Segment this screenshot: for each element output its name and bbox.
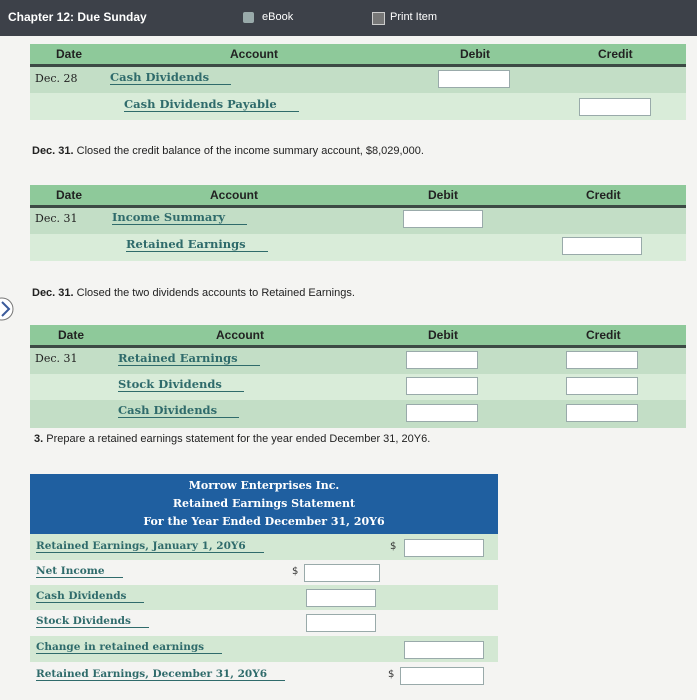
line-label[interactable]: Net Income: [36, 565, 123, 578]
ebook-link[interactable]: eBook: [262, 11, 294, 23]
statement-title: Retained Earnings Statement: [172, 497, 356, 510]
table-row: [30, 348, 686, 374]
instruction-date: Dec. 31.: [32, 287, 74, 299]
table-row: [30, 234, 686, 261]
credit-account[interactable]: Cash Dividends Payable: [124, 97, 299, 112]
line-label[interactable]: Stock Dividends: [36, 615, 149, 628]
entry-date: Dec. 31: [35, 212, 78, 225]
amount-input[interactable]: [306, 614, 376, 632]
print-item-link[interactable]: Print Item: [390, 11, 438, 23]
statement-line: [30, 636, 498, 662]
retained-earnings-statement: [30, 474, 498, 694]
table-header: [30, 44, 686, 67]
credit-header: Credit: [598, 47, 633, 61]
entry-date: Dec. 28: [35, 72, 78, 85]
ebook-icon[interactable]: [243, 12, 254, 23]
credit-input[interactable]: [579, 98, 651, 116]
table-header: [30, 325, 686, 348]
journal-table-1: [30, 44, 686, 120]
amount-input[interactable]: [404, 641, 484, 659]
table-row: [30, 374, 686, 400]
statement-line: [30, 585, 498, 610]
account-header: Account: [230, 47, 278, 61]
debit-input[interactable]: [403, 210, 483, 228]
amount-input[interactable]: [404, 539, 484, 557]
instruction-1: [32, 145, 424, 157]
credit-header: Credit: [586, 328, 621, 342]
instruction-text: Closed the two dividends accounts to Retained Earnings.: [76, 287, 355, 299]
debit-header: Debit: [460, 47, 490, 61]
statement-header: [30, 474, 498, 534]
journal-table-3: [30, 325, 686, 428]
dollar-sign: $: [390, 541, 397, 552]
credit-input[interactable]: [566, 404, 638, 422]
debit-input[interactable]: [438, 70, 510, 88]
line-label[interactable]: Change in retained earnings: [36, 641, 222, 654]
debit-account[interactable]: Income Summary: [112, 210, 247, 225]
entry-date: Dec. 31: [35, 352, 78, 365]
date-header: Date: [56, 188, 83, 202]
debit-account[interactable]: Cash Dividends: [110, 70, 231, 85]
statement-line: [30, 662, 498, 690]
account-line[interactable]: Cash Dividends: [118, 403, 239, 418]
table-row: [30, 67, 686, 93]
chevron-right-icon[interactable]: [0, 296, 18, 322]
dollar-sign: $: [292, 566, 299, 577]
debit-header: Debit: [428, 188, 458, 202]
debit-input[interactable]: [406, 377, 478, 395]
top-bar: [0, 0, 697, 36]
instruction-number: 3.: [34, 433, 44, 445]
line-label[interactable]: Cash Dividends: [36, 590, 144, 603]
credit-input[interactable]: [562, 237, 642, 255]
table-row: [30, 400, 686, 428]
statement-period: For the Year Ended December 31, 20Y6: [143, 515, 385, 528]
journal-table-2: [30, 185, 686, 261]
account-line[interactable]: Stock Dividends: [118, 377, 244, 392]
instruction-text: Prepare a retained earnings statement for the year ended December 31, 20Y6.: [46, 433, 431, 445]
amount-input[interactable]: [400, 667, 484, 685]
date-header: Date: [56, 47, 83, 61]
credit-input[interactable]: [566, 351, 638, 369]
line-label[interactable]: Retained Earnings, January 1, 20Y6: [36, 540, 264, 553]
account-header: Account: [210, 188, 258, 202]
statement-line: [30, 560, 498, 585]
chapter-title: Chapter 12: Due Sunday: [8, 10, 147, 24]
date-header: Date: [58, 328, 85, 342]
amount-input[interactable]: [304, 564, 380, 582]
debit-input[interactable]: [406, 351, 478, 369]
credit-input[interactable]: [566, 377, 638, 395]
account-header: Account: [216, 328, 264, 342]
table-row: [30, 208, 686, 234]
account-line[interactable]: Retained Earnings: [118, 351, 260, 366]
credit-account[interactable]: Retained Earnings: [126, 237, 268, 252]
statement-line: [30, 610, 498, 636]
instruction-2: [32, 287, 355, 299]
table-header: [30, 185, 686, 208]
credit-header: Credit: [586, 188, 621, 202]
debit-header: Debit: [428, 328, 458, 342]
print-icon[interactable]: [372, 12, 385, 25]
amount-input[interactable]: [306, 589, 376, 607]
debit-input[interactable]: [406, 404, 478, 422]
statement-line: [30, 534, 498, 560]
company-name: Morrow Enterprises Inc.: [188, 479, 340, 492]
line-label[interactable]: Retained Earnings, December 31, 20Y6: [36, 668, 285, 681]
instruction-3: [34, 433, 430, 445]
instruction-date: Dec. 31.: [32, 145, 74, 157]
dollar-sign: $: [388, 669, 395, 680]
instruction-text: Closed the credit balance of the income summary account, $8,029,000.: [76, 145, 424, 157]
table-row: [30, 93, 686, 120]
